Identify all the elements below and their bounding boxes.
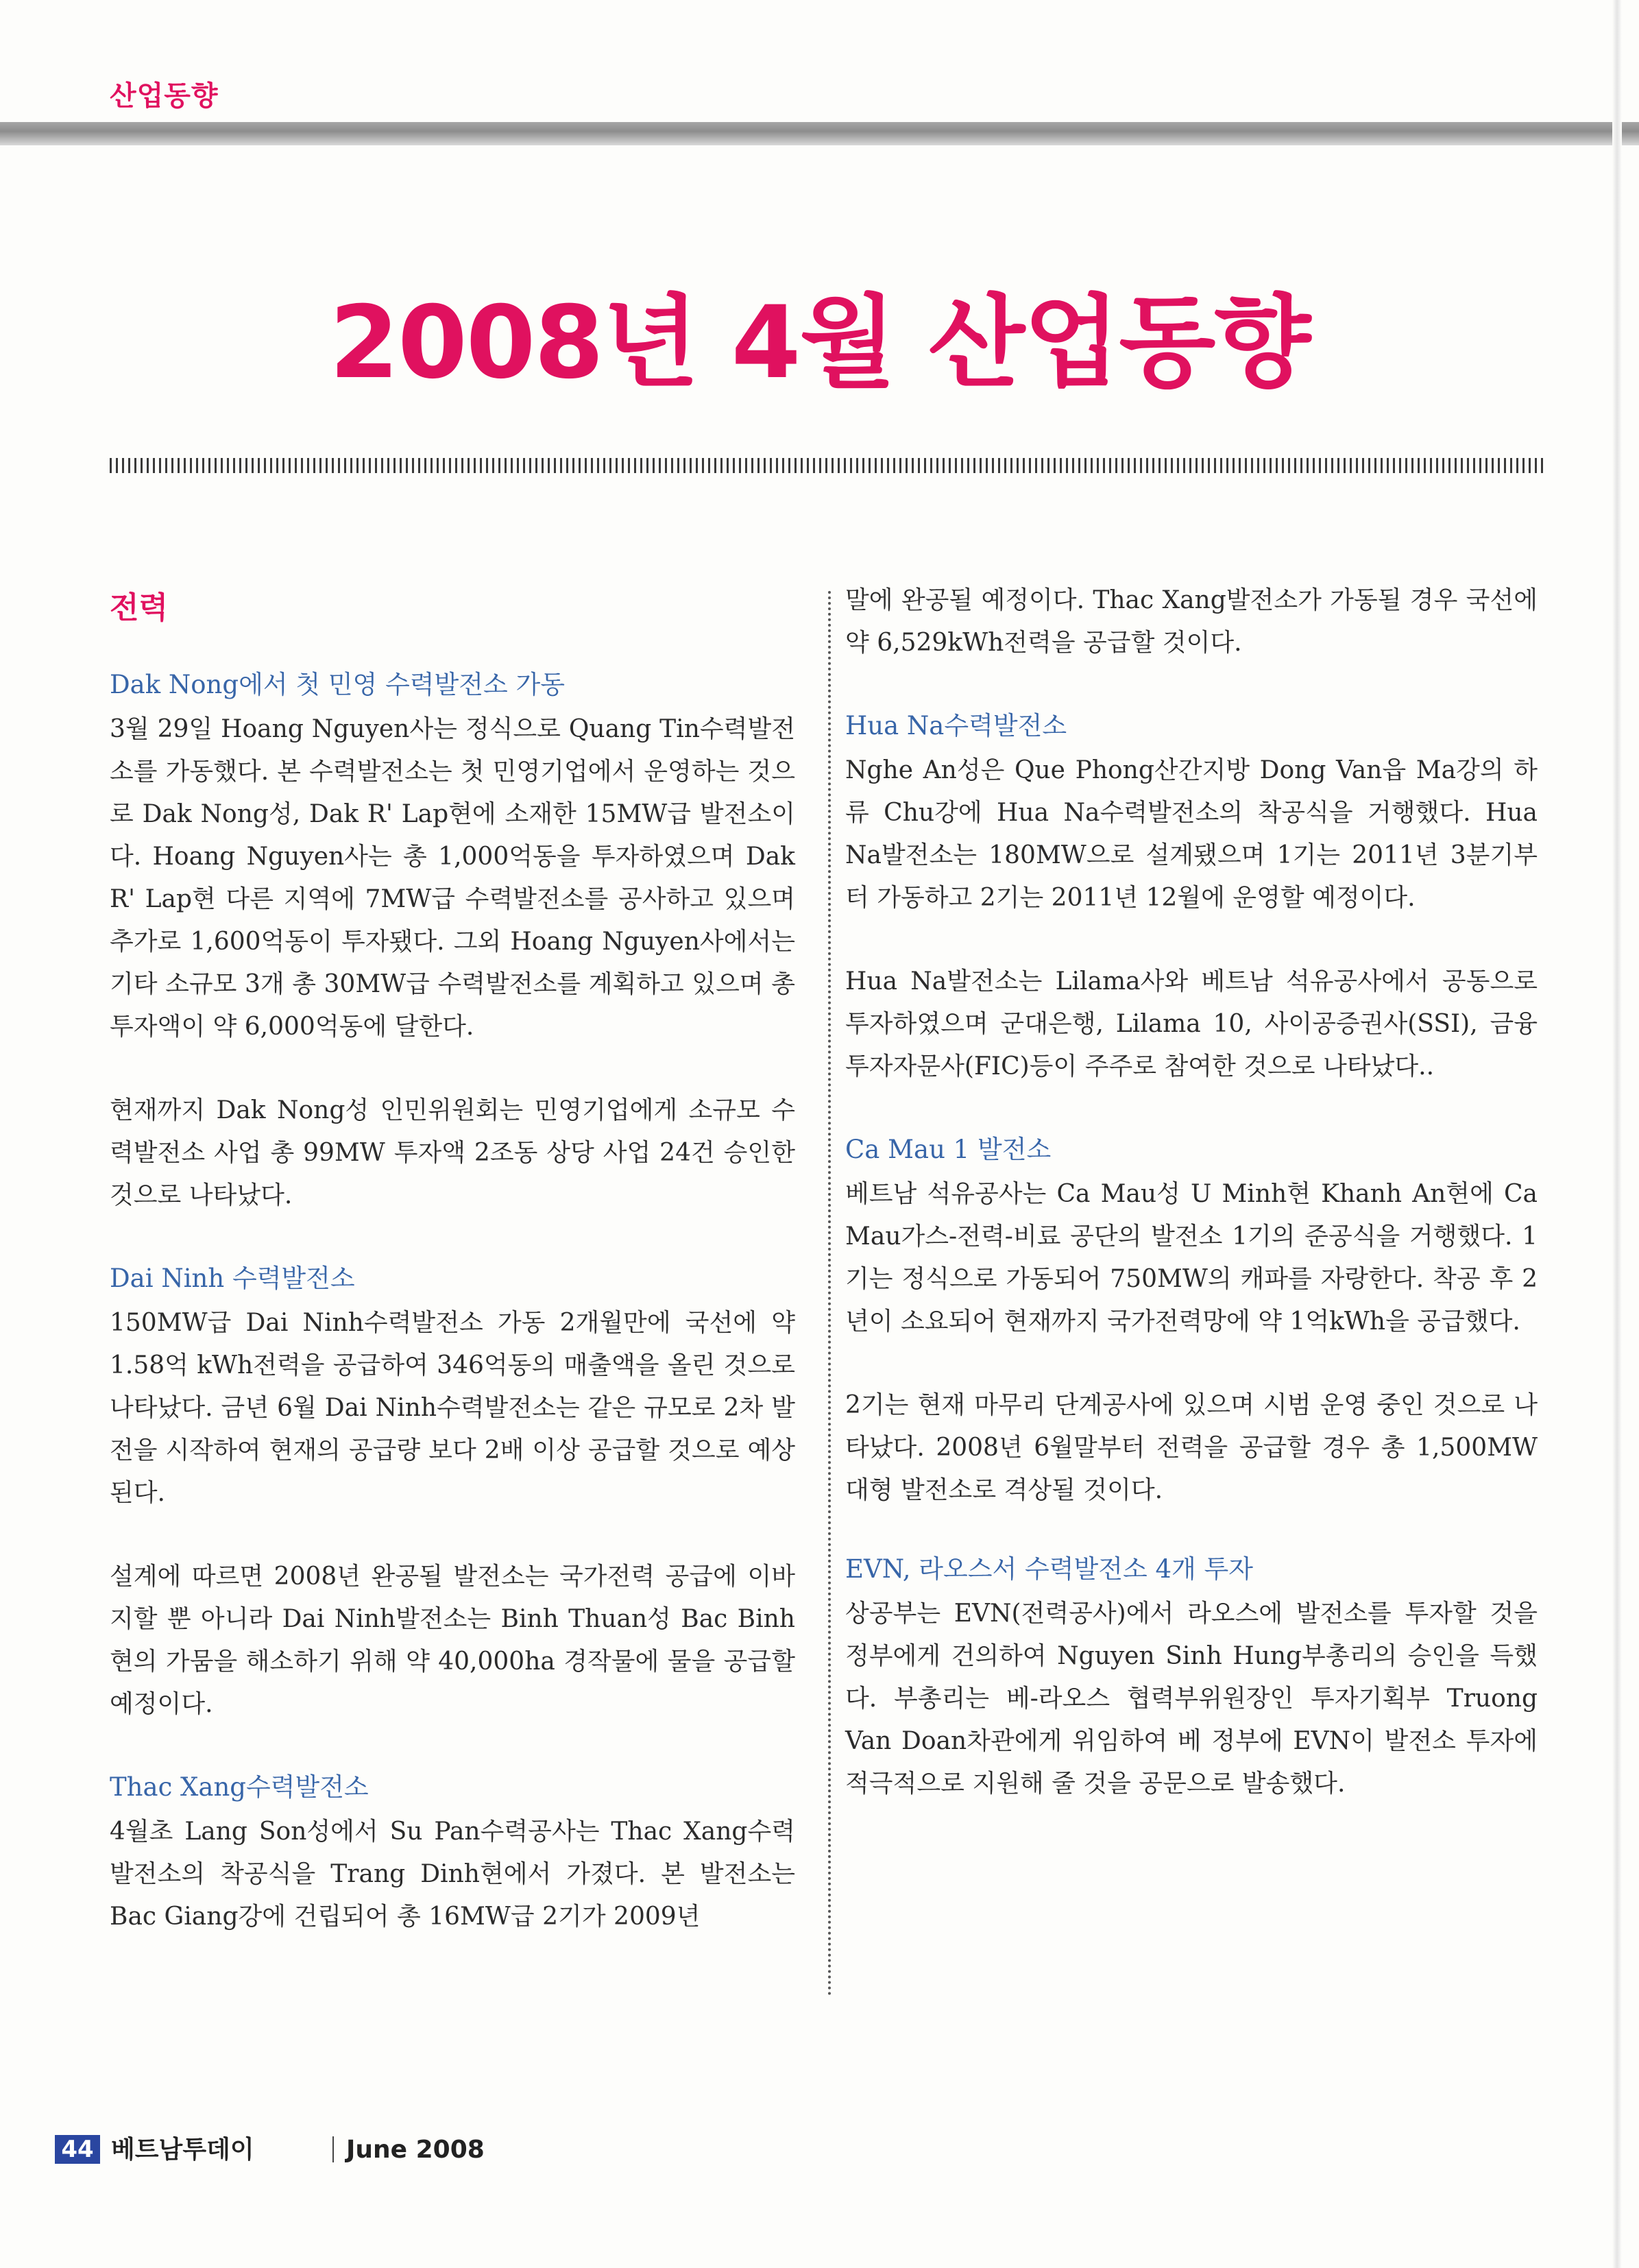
left-column [110,579,795,1979]
article-heading: Dak Nong에서 첫 민영 수력발전소 가동 [110,670,566,699]
article-heading: Hua Na수력발전소 [845,711,1067,740]
article-dak-nong [110,664,795,1217]
article-thac-xang [110,1767,795,1938]
article-paragraph: 상공부는 EVN(전력공사)에서 라오스에 발전소를 투자할 것을 정부에게 건의하여 Nguyen Sinh Hung부총리의 승인을 득했다. 부총리는 베-라오스 협력부위원장인 투자기획부 Truong Van Doan차관에게 위임하여 베 정부에 EVN이 발전소 투자에 적극적으로 지원해 줄 것을 공문으로 발송했다. [845,1600,1538,1798]
article-paragraph: Nghe An성은 Que Phong산간지방 Dong Van읍 Ma강의 하류 Chu강에 Hua Na수력발전소의 착공식을 거행했다. Hua Na발전소는 180MW으로 설계됐으며 1기는 2011년 3분기부터 가동하고 2기는 2011년 12월에 운영할 예정이다. [845,756,1538,912]
article-heading: EVN, 라오스서 수력발전소 4개 투자 [845,1554,1253,1584]
article-paragraph: 4월초 Lang Son성에서 Su Pan수력공사는 Thac Xang수력발전소의 착공식을 Trang Dinh현에서 가졌다. 본 발전소는 Bac Giang강에 건립되어 총 16MW급 2기가 2009년 [110,1818,795,1931]
article-heading: Dai Ninh 수력발전소 [110,1264,355,1293]
section-heading-power: 전력 [110,590,169,625]
article-hua-na [845,705,1538,1088]
article-evn-laos [845,1549,1538,1805]
article-paragraph: 설계에 따르면 2008년 완공될 발전소는 국가전력 공급에 이바지할 뿐 아니라 Dai Ninh발전소는 Binh Thuan성 Bac Binh현의 가뭄을 해소하기 위해 약 40,000ha 경작물에 물을 공급할 예정이다. [110,1563,795,1718]
article-paragraph: 3월 29일 Hoang Nguyen사는 정식으로 Quang Tin수력발전소를 가동했다. 본 수력발전소는 첫 민영기업에서 운영하는 것으로 Dak Nong성, Dak R' Lap현에 소재한 15MW급 발전소이다. Hoang Nguyen사는 총 1,000억동을 투자하였으며 Dak R' Lap현 다른 지역에 7MW급 수력발전소를 공사하고 있으며 추가로 1,600억동이 투자됐다. 그외 Hoang Nguyen사에서는 기타 소규모 3개 총 30MW급 수력발전소를 계획하고 있으며 총 투자액이 약 6,000억동에 달한다. [110,715,795,1041]
title-divider [110,458,1544,473]
article-paragraph: 2기는 현재 마무리 단계공사에 있으며 시범 운영 중인 것으로 나타났다. 2008년 6월말부터 전력을 공급할 경우 총 1,500MW 대형 발전소로 격상될 것이다. [845,1391,1538,1504]
page-title: 2008년 4월 산업동향 [329,285,1310,401]
article-paragraph: 150MW급 Dai Ninh수력발전소 가동 2개월만에 국선에 약 1.58억 kWh전력을 공급하여 346억동의 매출액을 올린 것으로 나타났다. 금년 6월 Dai Ninh수력발전소는 같은 규모로 2차 발전을 시작하여 현재의 공급량 보다 2배 이상 공급할 것으로 예상된다. [110,1309,795,1507]
right-column [845,579,1538,1846]
page-number-badge: 44 [55,2135,100,2164]
article-heading: Ca Mau 1 발전소 [845,1135,1052,1164]
article-paragraph: Hua Na발전소는 Lilama사와 베트남 석유공사에서 공동으로 투자하였으며 군대은행, Lilama 10, 사이공증권사(SSI), 금융투자자문사(FIC)등이 주주로 참여한 것으로 나타났다.. [845,967,1538,1081]
continued-paragraph: 말에 완공될 예정이다. Thac Xang발전소가 가동될 경우 국선에 약 6,529kWh전력을 공급할 것이다. [845,586,1538,657]
section-tag: 산업동향 [110,80,219,112]
article-heading: Thac Xang수력발전소 [110,1772,369,1802]
article-dai-ninh [110,1258,795,1726]
article-paragraph: 현재까지 Dak Nong성 인민위원회는 민영기업에게 소규모 수력발전소 사업 총 99MW 투자액 2조동 상당 사업 24건 승인한 것으로 나타났다. [110,1096,795,1209]
article-paragraph: 베트남 석유공사는 Ca Mau성 U Minh현 Khanh An현에 Ca Mau가스-전력-비료 공단의 발전소 1기의 준공식을 거행했다. 1기는 정식으로 가동되어 750MW의 캐파를 자랑한다. 착공 후 2년이 소요되어 현재까지 국가전력망에 약 1억kWh을 공급했다. [845,1180,1538,1336]
article-ca-mau [845,1129,1538,1512]
header-band [0,122,1639,145]
column-divider [828,591,831,1996]
magazine-name: 베트남투데이 [111,2136,254,2164]
issue-date: June 2008 [346,2136,485,2164]
footer-separator [332,2136,334,2162]
